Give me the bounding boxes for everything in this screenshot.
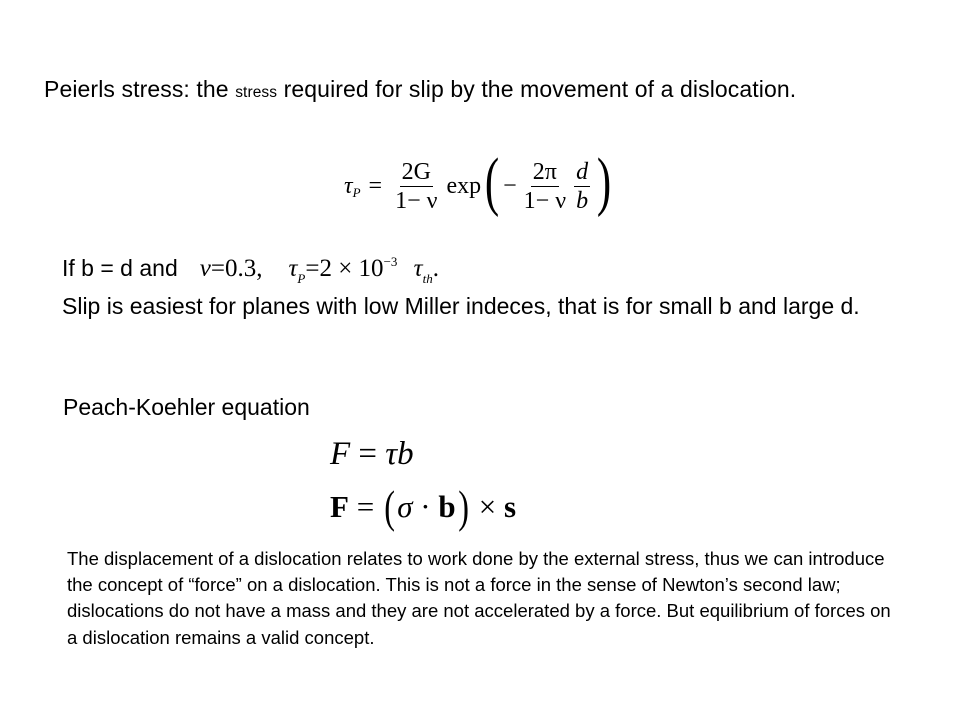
peierls-definition-rest: required for slip by the movement of a dislocation. xyxy=(277,76,797,102)
condition-nu-value: =0.3, xyxy=(210,255,263,282)
condition-tau-expression xyxy=(288,254,439,286)
eq-vector-s: s xyxy=(503,488,517,524)
condition-tau-th: τ xyxy=(413,255,423,282)
eq-vector-times: × xyxy=(470,488,504,524)
condition-rhs: =2 × 10 xyxy=(305,255,384,282)
eq-scalar-equals: = xyxy=(350,436,386,472)
eq-vector-sigma: σ xyxy=(397,488,413,524)
formula-tau-subscript: P xyxy=(352,185,361,200)
fraction-1-denominator: 1− ν xyxy=(395,187,438,214)
eq-vector-equals: = xyxy=(348,488,382,524)
force-explanation-paragraph: The displacement of a dislocation relates to work done by the external stress, thus we can introduce the concept of “force” on a dislocation. This is not a force in the sense of Newton’s second law; dislocations do not have a mass and they are not accelerated by a force. But equilibrium of forces on a dislocation remains a valid concept. xyxy=(67,548,891,648)
condition-tau: τ xyxy=(288,255,298,282)
formula-fraction-3 xyxy=(574,159,590,214)
eq-vector-F: F xyxy=(330,488,349,524)
eq-vector-close-paren: ) xyxy=(457,481,469,532)
eq-scalar-b: b xyxy=(397,436,414,472)
peierls-definition-lead: Peierls stress: the xyxy=(44,76,236,102)
fraction-3-numerator: d xyxy=(576,158,589,185)
condition-exponent: −3 xyxy=(383,254,398,269)
formula-exp: exp xyxy=(446,172,482,199)
condition-nu-expression xyxy=(200,255,263,283)
eq-scalar-F: F xyxy=(330,436,351,472)
condition-period: . xyxy=(432,255,439,282)
eq-vector-b: b xyxy=(438,488,456,524)
peierls-formula xyxy=(344,145,615,220)
formula-equals: = xyxy=(368,172,383,199)
eq-scalar-tau: τ xyxy=(385,436,398,472)
equation-scalar xyxy=(330,436,414,473)
formula-left-paren: ( xyxy=(484,145,500,218)
formula-fraction-2 xyxy=(522,159,568,214)
formula-fraction-1 xyxy=(393,159,439,214)
condition-line xyxy=(62,254,439,286)
slip-paragraph: Slip is easiest for planes with low Miller indeces, that is for small b and large d. xyxy=(62,293,860,319)
formula-minus: − xyxy=(503,172,517,199)
condition-nu: ν xyxy=(199,255,211,282)
formula-right-paren: ) xyxy=(596,145,612,218)
formula-tau: τ xyxy=(344,172,353,199)
eq-vector-dot: · xyxy=(412,488,439,524)
condition-tau-th-subscript: th xyxy=(422,271,433,286)
peierls-definition-small-word: stress xyxy=(235,84,278,101)
equation-vector xyxy=(330,480,516,533)
fraction-2-denominator: 1− ν xyxy=(523,187,567,214)
fraction-2-numerator: 2π xyxy=(532,158,557,185)
fraction-3-denominator: b xyxy=(576,187,589,214)
condition-text: If b = d and xyxy=(62,255,178,281)
peierls-definition xyxy=(44,76,796,103)
fraction-1-numerator: 2G xyxy=(401,158,431,185)
condition-tau-subscript: P xyxy=(297,271,306,286)
eq-vector-open-paren: ( xyxy=(384,481,395,532)
peach-koehler-heading: Peach-Koehler equation xyxy=(63,394,310,420)
